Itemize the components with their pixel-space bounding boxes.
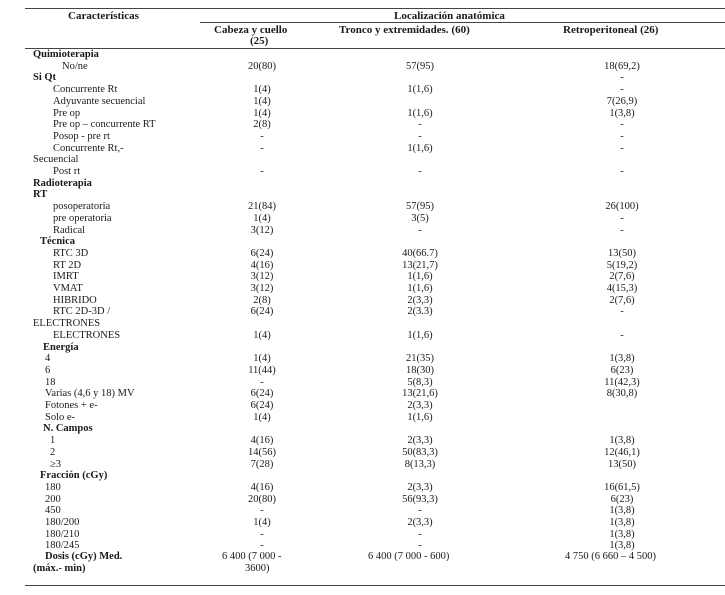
row-value-col2: 1(1,6) bbox=[407, 329, 433, 341]
row-value-col3: - bbox=[620, 84, 624, 96]
row-label: Secuencial bbox=[33, 154, 79, 166]
row-value-col3: 2(7,6) bbox=[609, 294, 635, 306]
row-value-col3: 1(3,8) bbox=[609, 540, 635, 552]
row-label: Solo e- bbox=[45, 411, 76, 423]
row-value-col2: 1(1,6) bbox=[407, 283, 433, 294]
table-row bbox=[0, 400, 725, 412]
table-row bbox=[0, 517, 725, 529]
table-row bbox=[0, 470, 725, 482]
row-label: Post rt bbox=[53, 166, 81, 177]
table-row bbox=[0, 459, 725, 471]
row-label: ≥3 bbox=[50, 458, 62, 470]
row-value-col3: - bbox=[620, 212, 624, 224]
row-label: 180 bbox=[45, 481, 61, 493]
row-label: Concurrente Rt,- bbox=[53, 142, 124, 154]
row-value-col1: - bbox=[260, 540, 264, 552]
row-label: Pre op – concurrente RT bbox=[53, 119, 156, 131]
row-value-col3: 18(69,2) bbox=[604, 60, 640, 72]
row-label: 180/245 bbox=[45, 540, 80, 552]
table-row bbox=[0, 166, 725, 178]
header-localizacion: Localización anatómica bbox=[394, 10, 505, 22]
row-value-col2: 2(3,3) bbox=[407, 517, 433, 528]
bottom-rule bbox=[25, 585, 725, 586]
table-row bbox=[0, 283, 725, 295]
table-row bbox=[0, 306, 725, 318]
row-value-col1: - bbox=[260, 376, 264, 388]
row-label: Varias (4,6 y 18) MV bbox=[45, 388, 135, 400]
table-row bbox=[0, 49, 725, 61]
table-row bbox=[0, 189, 725, 201]
row-value-col1: 1(4) bbox=[253, 353, 271, 365]
row-value-col3: - bbox=[620, 142, 624, 154]
row-value-col2: 13(21,6) bbox=[402, 388, 438, 400]
row-value-col2: 1(1,6) bbox=[407, 107, 433, 119]
row-value-col3: - bbox=[620, 166, 624, 177]
row-label: VMAT bbox=[53, 283, 83, 294]
row-value-col2: 2(3,3) bbox=[407, 481, 433, 493]
row-label: RT 2D bbox=[53, 259, 82, 271]
row-value-col3: - bbox=[620, 130, 624, 142]
table-row bbox=[0, 72, 725, 84]
row-label: 200 bbox=[45, 493, 61, 505]
header-col3: Retroperitoneal (26) bbox=[563, 24, 659, 36]
row-value-col1: 1(4) bbox=[253, 329, 271, 341]
row-value-col2: 21(35) bbox=[406, 353, 434, 365]
row-label: Fracción (cGy) bbox=[40, 470, 108, 482]
row-label: Radical bbox=[53, 224, 86, 236]
localizacion-underline bbox=[200, 22, 725, 23]
row-value-col3: 11(42,3) bbox=[604, 376, 640, 388]
row-label: 180/200 bbox=[45, 517, 80, 528]
row-value-col3: - bbox=[620, 224, 624, 236]
row-value-col3: 1(3,8) bbox=[609, 528, 635, 540]
row-value-col3: 16(61,5) bbox=[604, 481, 640, 493]
header-col1-n: (25) bbox=[250, 35, 269, 47]
row-value-col1: 3(12) bbox=[250, 283, 274, 294]
row-value-col1: 1(4) bbox=[253, 84, 271, 96]
row-value-col2: - bbox=[418, 119, 422, 131]
table-row bbox=[0, 213, 725, 225]
table-row bbox=[0, 225, 725, 237]
row-value-col3: 13(50) bbox=[608, 247, 636, 259]
row-value-col1: 3(12) bbox=[250, 271, 274, 283]
dosis-col2: 6 400 (7 000 - 600) bbox=[368, 551, 450, 562]
row-value-col1: - bbox=[260, 142, 264, 154]
table-row bbox=[0, 96, 725, 108]
row-label: Adyuvante secuencial bbox=[53, 95, 146, 107]
table-row bbox=[0, 388, 725, 400]
row-label: ELECTRONES bbox=[53, 329, 121, 341]
row-label: 6 bbox=[45, 364, 51, 376]
row-value-col1: 20(80) bbox=[248, 60, 276, 72]
top-rule bbox=[25, 8, 725, 9]
row-value-col3: 1(3,8) bbox=[609, 435, 635, 447]
row-value-col2: - bbox=[418, 528, 422, 540]
table-row bbox=[0, 529, 725, 541]
dosis-col1-line1: 6 400 (7 000 - bbox=[222, 551, 282, 562]
row-label: RTC 3D bbox=[53, 247, 89, 259]
row-label: 4 bbox=[45, 353, 51, 365]
row-value-col1: 4(16) bbox=[250, 481, 274, 493]
table-row bbox=[0, 131, 725, 143]
table-row bbox=[0, 178, 725, 190]
row-label: pre operatoria bbox=[53, 212, 112, 224]
row-value-col1: 7(28) bbox=[250, 458, 274, 470]
row-label: 2 bbox=[50, 446, 56, 458]
row-value-col2: 13(21,7) bbox=[402, 259, 438, 271]
dosis-col3: 4 750 (6 660 – 4 500) bbox=[565, 551, 656, 562]
row-value-col1: 11(44) bbox=[248, 364, 276, 376]
table-row bbox=[0, 342, 725, 354]
row-value-col2: 57(95) bbox=[406, 60, 434, 72]
row-value-col2: 50(83,3) bbox=[402, 446, 438, 458]
row-value-col1: 2(8) bbox=[253, 119, 271, 131]
table-row bbox=[0, 271, 725, 283]
row-value-col3: 6(23) bbox=[610, 364, 634, 376]
row-value-col3: 12(46,1) bbox=[604, 446, 640, 458]
row-value-col1: 21(84) bbox=[248, 201, 276, 213]
row-label: 1 bbox=[50, 435, 56, 447]
row-value-col2: 1(1,6) bbox=[407, 84, 433, 96]
row-value-col3: 5(19,2) bbox=[606, 259, 638, 271]
row-value-col2: 2(3,3) bbox=[407, 294, 433, 306]
table-row bbox=[0, 365, 725, 377]
dosis-label-line2: (máx.- min) bbox=[33, 563, 86, 574]
row-value-col2: 2(3,3) bbox=[407, 400, 433, 411]
row-label: Quimioterapia bbox=[33, 49, 99, 60]
row-value-col2: - bbox=[418, 505, 422, 517]
row-value-col3: - bbox=[620, 329, 624, 341]
row-label: ELECTRONES bbox=[33, 318, 101, 330]
row-value-col2: 1(1,6) bbox=[407, 411, 433, 423]
row-value-col1: 3(12) bbox=[250, 224, 274, 236]
row-value-col1: - bbox=[260, 505, 264, 517]
row-value-col3: 1(3,8) bbox=[609, 517, 635, 528]
header-caracteristicas: Características bbox=[68, 10, 139, 22]
row-value-col1: 14(56) bbox=[248, 446, 276, 458]
table-row bbox=[0, 435, 725, 447]
row-label: RT bbox=[33, 189, 48, 201]
row-value-col3: 8(30,8) bbox=[606, 388, 638, 400]
table-row bbox=[0, 248, 725, 260]
row-value-col3: 13(50) bbox=[608, 458, 636, 470]
row-value-col2: 1(1,6) bbox=[407, 271, 433, 283]
row-value-col2: 8(13,3) bbox=[404, 458, 436, 470]
row-value-col1: 2(8) bbox=[253, 294, 271, 306]
row-value-col3: 1(3,8) bbox=[609, 107, 635, 119]
row-value-col2: - bbox=[418, 224, 422, 236]
row-value-col3: 6(23) bbox=[610, 493, 634, 505]
row-value-col1: 1(4) bbox=[253, 411, 271, 423]
row-value-col1: 4(16) bbox=[250, 259, 274, 271]
table-row bbox=[0, 119, 725, 131]
row-value-col2: 2(3,3) bbox=[407, 435, 433, 447]
row-value-col1: 1(4) bbox=[253, 107, 271, 119]
row-value-col2: 2(3.3) bbox=[407, 306, 433, 318]
row-value-col3: - bbox=[620, 306, 624, 318]
row-value-col2: 18(30) bbox=[406, 364, 434, 376]
row-label: RTC 2D-3D / bbox=[53, 306, 111, 318]
row-label: Pre op bbox=[53, 107, 81, 119]
row-label: N. Campos bbox=[43, 423, 93, 435]
table-row bbox=[0, 447, 725, 459]
row-value-col1: 6(24) bbox=[250, 388, 274, 400]
table-row bbox=[0, 482, 725, 494]
row-label: posoperatoria bbox=[53, 201, 111, 213]
table-row bbox=[0, 143, 725, 155]
header-col2: Tronco y extremidades. (60) bbox=[339, 24, 470, 36]
row-label: Fotones + e- bbox=[45, 400, 98, 411]
row-value-col2: - bbox=[418, 166, 422, 177]
row-value-col1: - bbox=[260, 130, 264, 142]
row-value-col1: - bbox=[260, 528, 264, 540]
row-value-col3: - bbox=[620, 72, 624, 84]
row-value-col1: 6(24) bbox=[250, 400, 274, 411]
row-value-col1: 6(24) bbox=[250, 247, 274, 259]
row-value-col3: 2(7,6) bbox=[609, 271, 635, 283]
row-label: 180/210 bbox=[45, 528, 80, 540]
table-row bbox=[0, 295, 725, 307]
table-row bbox=[0, 412, 725, 424]
row-value-col1: 4(16) bbox=[250, 435, 274, 447]
row-value-col3: 7(26,9) bbox=[606, 95, 638, 107]
row-value-col1: 1(4) bbox=[253, 95, 271, 107]
row-label: Si Qt bbox=[33, 72, 57, 84]
row-value-col1: 1(4) bbox=[253, 517, 271, 528]
dosis-label-line1: Dosis (cGy) Med. bbox=[45, 551, 123, 562]
table-row bbox=[0, 377, 725, 389]
row-value-col3: 1(3,8) bbox=[609, 505, 635, 517]
table-row bbox=[0, 201, 725, 213]
row-value-col1: 20(80) bbox=[248, 493, 276, 505]
row-value-col3: - bbox=[620, 119, 624, 131]
row-value-col2: 40(66.7) bbox=[402, 247, 438, 259]
table-row bbox=[0, 154, 725, 166]
row-label: Radioterapia bbox=[33, 177, 92, 189]
row-value-col2: 57(95) bbox=[406, 201, 434, 213]
table-row bbox=[0, 353, 725, 365]
table-row bbox=[0, 423, 725, 435]
row-label: 450 bbox=[45, 505, 61, 517]
row-value-col3: 4(15,3) bbox=[606, 283, 638, 294]
row-label: Energía bbox=[43, 341, 79, 353]
table-row bbox=[0, 84, 725, 96]
row-value-col2: 1(1,6) bbox=[407, 142, 433, 154]
row-value-col2: - bbox=[418, 540, 422, 552]
table-row bbox=[0, 236, 725, 248]
table-row bbox=[0, 108, 725, 120]
row-value-col2: 56(93,3) bbox=[402, 493, 438, 505]
table-row bbox=[0, 494, 725, 506]
row-label: Técnica bbox=[40, 236, 75, 248]
row-label: Posop - pre rt bbox=[53, 130, 110, 142]
row-value-col2: 5(8,3) bbox=[407, 376, 433, 388]
row-label: IMRT bbox=[53, 271, 79, 283]
header-col1: Cabeza y cuello bbox=[214, 24, 288, 36]
row-value-col2: 3(5) bbox=[411, 212, 429, 224]
row-value-col1: 1(4) bbox=[253, 212, 271, 224]
row-value-col3: 1(3,8) bbox=[609, 353, 635, 365]
row-value-col3: 26(100) bbox=[605, 201, 639, 213]
table-row bbox=[0, 318, 725, 330]
row-label: HIBRIDO bbox=[53, 294, 97, 306]
row-label: 18 bbox=[45, 376, 56, 388]
row-label: Concurrente Rt bbox=[53, 84, 118, 96]
dosis-col1-line2: 3600) bbox=[245, 563, 270, 574]
row-value-col1: 6(24) bbox=[250, 306, 274, 318]
table-row bbox=[0, 260, 725, 272]
table-row bbox=[0, 330, 725, 342]
table-row bbox=[0, 505, 725, 517]
row-value-col2: - bbox=[418, 130, 422, 142]
row-label: No/ne bbox=[62, 60, 88, 72]
table-row bbox=[0, 61, 725, 73]
row-value-col1: - bbox=[260, 166, 264, 177]
